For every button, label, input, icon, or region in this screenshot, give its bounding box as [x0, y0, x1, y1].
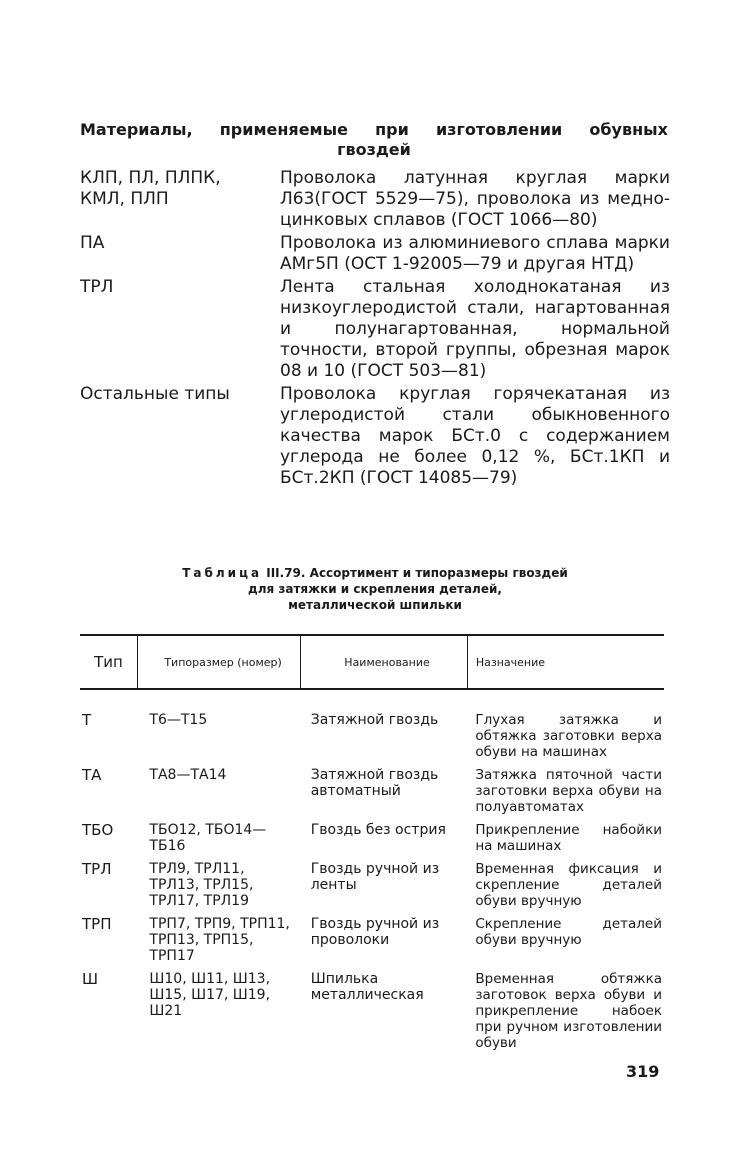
- table-row: [80, 971, 664, 1058]
- caption-line3: металлической шпильки: [288, 598, 462, 612]
- heading-word: обувных: [589, 120, 668, 139]
- table-row: [80, 822, 664, 861]
- materials-list: [80, 168, 670, 491]
- heading-word: при: [375, 120, 409, 139]
- caption-line1: Ассортимент и типоразмеры гвоздей: [309, 566, 568, 580]
- material-row: [80, 384, 670, 489]
- header-type: Тип: [80, 635, 137, 689]
- cell-type: Ш: [82, 970, 99, 988]
- header-name: Наименование: [301, 635, 468, 689]
- cell-name: Гвоздь ручной из ленты: [310, 861, 440, 893]
- table-row: [80, 916, 664, 971]
- cell-type: ТРП: [82, 915, 112, 933]
- cell-size: Ш10, Ш11, Ш13, Ш15, Ш17, Ш19, Ш21: [149, 971, 271, 1019]
- header-size: Типоразмер (номер): [137, 635, 300, 689]
- material-types: КЛП, ПЛ, ПЛПК, КМЛ, ПЛП: [80, 168, 221, 209]
- cell-purpose: Временная обтяжка заготовок верха обуви и прикрепление набоек при ручном изготовлении обуви: [475, 971, 662, 1051]
- cell-size: ТРЛ9, ТРЛ11, ТРЛ13, ТРЛ15, ТРЛ17, ТРЛ19: [149, 861, 254, 909]
- cell-name: Гвоздь без острия: [310, 822, 446, 838]
- table-row: [80, 861, 664, 916]
- table-row: [80, 689, 664, 767]
- heading-word: Материалы,: [80, 120, 193, 139]
- material-description: Лента стальная холоднокатаная из низкоуглеродистой стали, нагартованная и полунагартованная, нормальной точности, второй группы, обрезная марок 08 и 10 (ГОСТ 503—81): [280, 277, 670, 381]
- cell-type: ТБО: [82, 821, 114, 839]
- table-header-row: [80, 635, 664, 689]
- cell-purpose: Скрепление деталей обуви вручную: [475, 916, 662, 948]
- material-description: Проволока из алюминиевого сплава марки АМг5П (ОСТ 1-92005—79 и другая НТД): [280, 233, 670, 274]
- cell-name: Шпилька металлическая: [310, 971, 424, 1003]
- material-description: Проволока латунная круглая марки Л63(ГОСТ 5529—75), проволока из медно-цинковых сплавов (ГОСТ 1066—80): [280, 168, 670, 230]
- heading-line2: гвоздей: [337, 140, 411, 159]
- cell-purpose: Временная фиксация и скрепление деталей обуви вручную: [475, 861, 662, 909]
- material-description: Проволока круглая горячекатаная из углеродистой стали обыкновенного качества марок БСт.0 с содержанием углерода не более 0,12 %, БСт.1КП и БСт.2КП (ГОСТ 14085—79): [280, 384, 670, 488]
- cell-purpose: Глухая затяжка и обтяжка заготовки верха обуви на машинах: [475, 712, 662, 760]
- cell-purpose: Прикрепление набойки на машинах: [475, 822, 662, 854]
- heading-word: изготовлении: [435, 120, 563, 139]
- caption-line2: для затяжки и скрепления деталей,: [248, 582, 502, 596]
- materials-heading: [80, 120, 668, 160]
- cell-type: ТРЛ: [82, 860, 112, 878]
- table-caption: [80, 565, 670, 613]
- material-row: [80, 277, 670, 382]
- material-types: ТРЛ: [80, 277, 114, 297]
- cell-type: ТА: [82, 766, 102, 784]
- material-types: Остальные типы: [80, 384, 230, 404]
- page-number: 319: [626, 1062, 660, 1081]
- cell-size: ТБО12, ТБО14—ТБ16: [149, 822, 267, 854]
- header-purpose: Назначение: [467, 635, 664, 689]
- cell-size: ТА8—ТА14: [149, 767, 227, 783]
- cell-name: Гвоздь ручной из проволоки: [310, 916, 440, 948]
- cell-type: Т: [82, 711, 92, 729]
- nails-table-wrapper: [80, 634, 664, 1058]
- nails-table: [80, 634, 664, 1058]
- material-row: [80, 233, 670, 275]
- material-types: ПА: [80, 233, 105, 253]
- cell-name: Затяжной гвоздь автоматный: [310, 767, 439, 799]
- cell-size: Т6—Т15: [149, 712, 208, 728]
- cell-size: ТРП7, ТРП9, ТРП11, ТРП13, ТРП15, ТРП17: [149, 916, 290, 964]
- heading-word: применяемые: [219, 120, 348, 139]
- caption-lead: Таблица: [182, 566, 263, 580]
- table-row: [80, 767, 664, 822]
- material-row: [80, 168, 670, 231]
- caption-number: III.79.: [266, 566, 306, 580]
- cell-purpose: Затяжка пяточной части заготовки верха обуви на полуавтоматах: [475, 767, 662, 815]
- cell-name: Затяжной гвоздь: [310, 712, 439, 728]
